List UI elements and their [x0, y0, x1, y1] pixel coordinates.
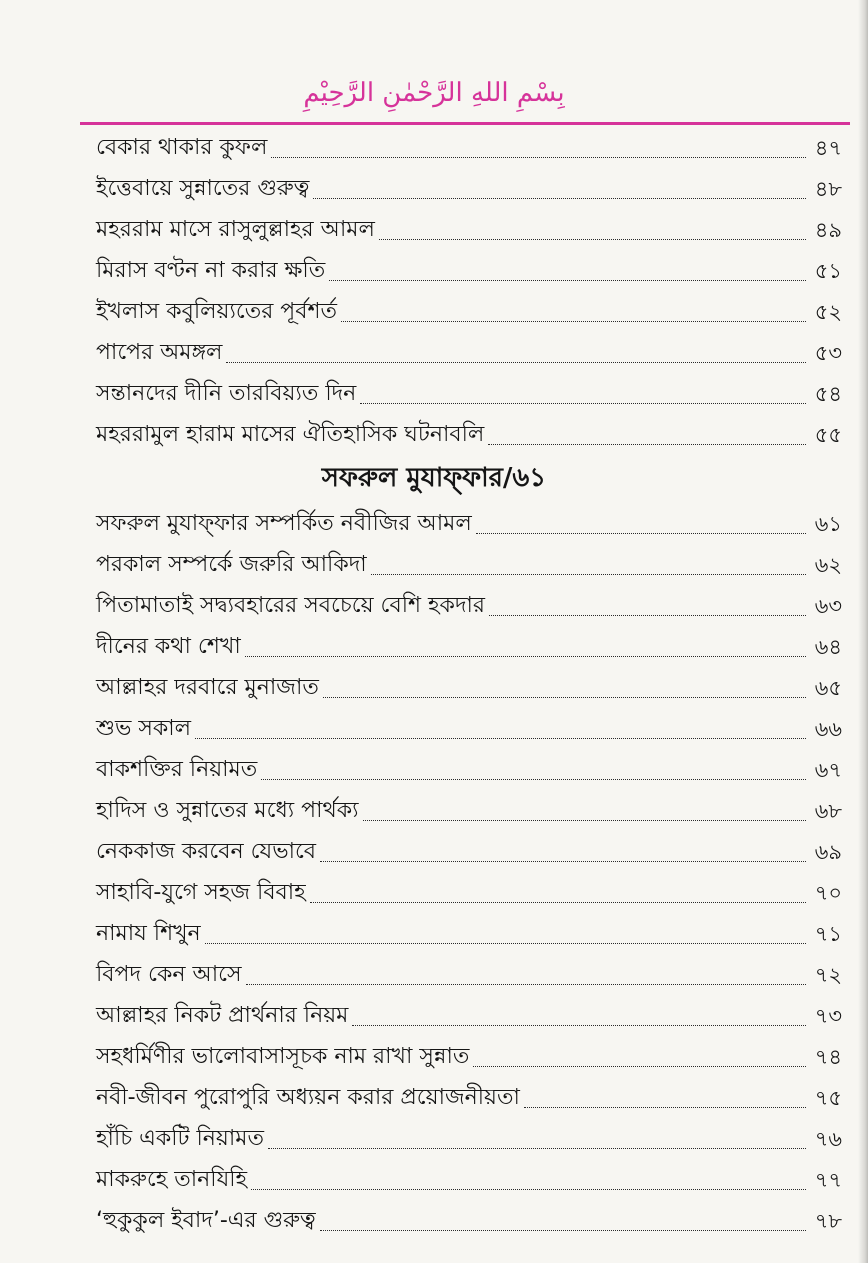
dot-leader [313, 198, 806, 199]
toc-entry-title: পরকাল সম্পর্কে জরুরি আকিদা [96, 552, 367, 577]
toc-entry-page: ৬৭ [814, 758, 842, 782]
toc-entry-title: শুভ সকাল [96, 716, 192, 741]
toc-entry-title: সহধর্মিণীর ভালোবাসাসূচক নাম রাখা সুন্নাত [96, 1044, 470, 1069]
toc-entry-page: ৬৫ [814, 676, 842, 700]
toc-entry[interactable] [96, 127, 842, 168]
toc-entry[interactable] [96, 872, 842, 913]
toc-entry[interactable] [96, 995, 842, 1036]
toc-entry-title: আল্লাহর নিকট প্রার্থনার নিয়ম [96, 1003, 349, 1028]
toc-entry-page: ৬৮ [814, 799, 842, 823]
toc-entry-page: ৭০ [814, 881, 842, 905]
toc-entry-title: মহররামুল হারাম মাসের ঐতিহাসিক ঘটনাবলি [96, 422, 485, 447]
toc-entry[interactable] [96, 209, 842, 250]
toc-entry[interactable] [96, 168, 842, 209]
header-rule [80, 122, 850, 125]
toc-entry[interactable] [96, 1036, 842, 1077]
toc-entry-page: ৬৯ [814, 840, 842, 864]
toc-entry-title: পাপের অমঙ্গল [96, 340, 223, 365]
toc-entry[interactable] [96, 749, 842, 790]
dot-leader [268, 1148, 806, 1149]
toc-entry-title: দীনের কথা শেখা [96, 634, 241, 659]
toc-entry-page: ৬৩ [814, 594, 842, 618]
toc-entry-title: ইত্তেবায়ে সুন্নাতের গুরুত্ব [96, 176, 310, 201]
dot-leader [310, 902, 806, 903]
toc-entry-title: সফরুল মুযাফ্ফার সম্পর্কিত নবীজির আমল [96, 511, 472, 536]
dot-leader [379, 239, 806, 240]
toc-entry-page: ৪৭ [814, 136, 842, 160]
dot-leader [261, 779, 806, 780]
toc-entry-title: মাকরুহে তানযিহি [96, 1167, 248, 1192]
dot-leader [488, 444, 806, 445]
toc-entry[interactable] [96, 291, 842, 332]
toc-entry-page: ৭২ [814, 963, 842, 987]
toc-entry[interactable] [96, 414, 842, 455]
dot-leader [363, 820, 806, 821]
toc-entry-title: মহররাম মাসে রাসুলুল্লাহর আমল [96, 217, 375, 242]
toc-entry-title: ইখলাস কবুলিয়্যতের পূর্বশর্ত [96, 299, 337, 324]
toc-entry-title: নেককাজ করবেন যেভাবে [96, 839, 317, 864]
toc-entry-title: পিতামাতাই সদ্ব্যবহারের সবচেয়ে বেশি হকদার [96, 593, 485, 618]
toc-entry-title: আল্লাহর দরবারে মুনাজাত [96, 675, 319, 700]
table-of-contents [96, 127, 842, 1242]
dot-leader [352, 1025, 806, 1026]
dot-leader [245, 656, 806, 657]
toc-entry-page: ৭১ [814, 922, 842, 946]
toc-entry[interactable] [96, 250, 842, 291]
toc-entry-page: ৫৩ [814, 341, 842, 365]
toc-entry-page: ৭৬ [814, 1127, 842, 1151]
dot-leader [320, 1230, 806, 1231]
toc-entry-title: সন্তানদের দীনি তারবিয়্যত দিন [96, 381, 357, 406]
toc-entry[interactable] [96, 626, 842, 667]
dot-leader [195, 738, 806, 739]
toc-entry-title: নামায শিখুন [96, 921, 201, 946]
toc-entry-title: হাঁচি একটি নিয়ামত [96, 1126, 264, 1151]
toc-entry[interactable] [96, 954, 842, 995]
dot-leader [341, 321, 806, 322]
dot-leader [371, 574, 806, 575]
toc-entry-page: ৬১ [814, 512, 842, 536]
toc-entry[interactable] [96, 790, 842, 831]
dot-leader [226, 362, 806, 363]
toc-entry[interactable] [96, 544, 842, 585]
dot-leader [205, 943, 806, 944]
dot-leader [473, 1066, 806, 1067]
toc-entry-title: হাদিস ও সুন্নাতের মধ্যে পার্থক্য [96, 798, 359, 823]
toc-entry-page: ৫৪ [814, 382, 842, 406]
toc-entry-page: ৭৭ [814, 1168, 842, 1192]
dot-leader [251, 1189, 806, 1190]
toc-entry-page: ৭৮ [814, 1209, 842, 1233]
toc-entry-page: ৬৬ [814, 717, 842, 741]
toc-entry-page: ৫২ [814, 300, 842, 324]
dot-leader [246, 984, 807, 985]
dot-leader [329, 280, 806, 281]
bismillah-header: بِسْمِ اللهِ الرَّحْمٰنِ الرَّحِيْمِ [303, 78, 565, 108]
dot-leader [320, 861, 806, 862]
toc-entry-title: ‘হুকুকুল ইবাদ’-এর গুরুত্ব [96, 1208, 316, 1233]
dot-leader [360, 403, 806, 404]
dot-leader [524, 1107, 806, 1108]
toc-entry[interactable] [96, 503, 842, 544]
toc-entry-title: বেকার থাকার কুফল [96, 135, 268, 160]
toc-entry[interactable] [96, 913, 842, 954]
toc-entry-page: ৬৪ [814, 635, 842, 659]
toc-entry-page: ৭৩ [814, 1004, 842, 1028]
toc-entry-page: ৪৮ [814, 177, 842, 201]
toc-entry-page: ৬২ [814, 553, 842, 577]
toc-entry-title: বিপদ কেন আসে [96, 962, 242, 987]
toc-entry-title: সাহাবি-যুগে সহজ বিবাহ [96, 880, 306, 905]
toc-entry-title: মিরাস বণ্টন না করার ক্ষতি [96, 258, 326, 283]
toc-entry-title: নবী-জীবন পুরোপুরি অধ্যয়ন করার প্রয়োজনীয়তা [96, 1085, 520, 1110]
toc-entry[interactable] [96, 1200, 842, 1241]
toc-entry[interactable] [96, 1118, 842, 1159]
toc-entry-page: ৫৫ [814, 423, 842, 447]
toc-entry-page: ৭৫ [814, 1086, 842, 1110]
section-heading[interactable]: সফরুল মুযাফ্ফার/৬১ [321, 463, 547, 493]
toc-entry-page: ৭৪ [814, 1045, 842, 1069]
dot-leader [323, 697, 806, 698]
toc-entry[interactable] [96, 1159, 842, 1200]
toc-entry[interactable] [96, 373, 842, 414]
dot-leader [489, 615, 806, 616]
toc-entry[interactable] [96, 585, 842, 626]
dot-leader [271, 157, 806, 158]
toc-entry[interactable] [96, 667, 842, 708]
toc-entry[interactable] [96, 1077, 842, 1118]
toc-entry-page: ৪৯ [814, 218, 842, 242]
toc-entry[interactable] [96, 332, 842, 373]
toc-entry-page: ৫১ [814, 259, 842, 283]
page-edge-shadow [858, 0, 868, 1263]
toc-entry-title: বাকশক্তির নিয়ামত [96, 757, 258, 782]
dot-leader [476, 533, 806, 534]
toc-entry[interactable] [96, 708, 842, 749]
toc-entry[interactable] [96, 831, 842, 872]
